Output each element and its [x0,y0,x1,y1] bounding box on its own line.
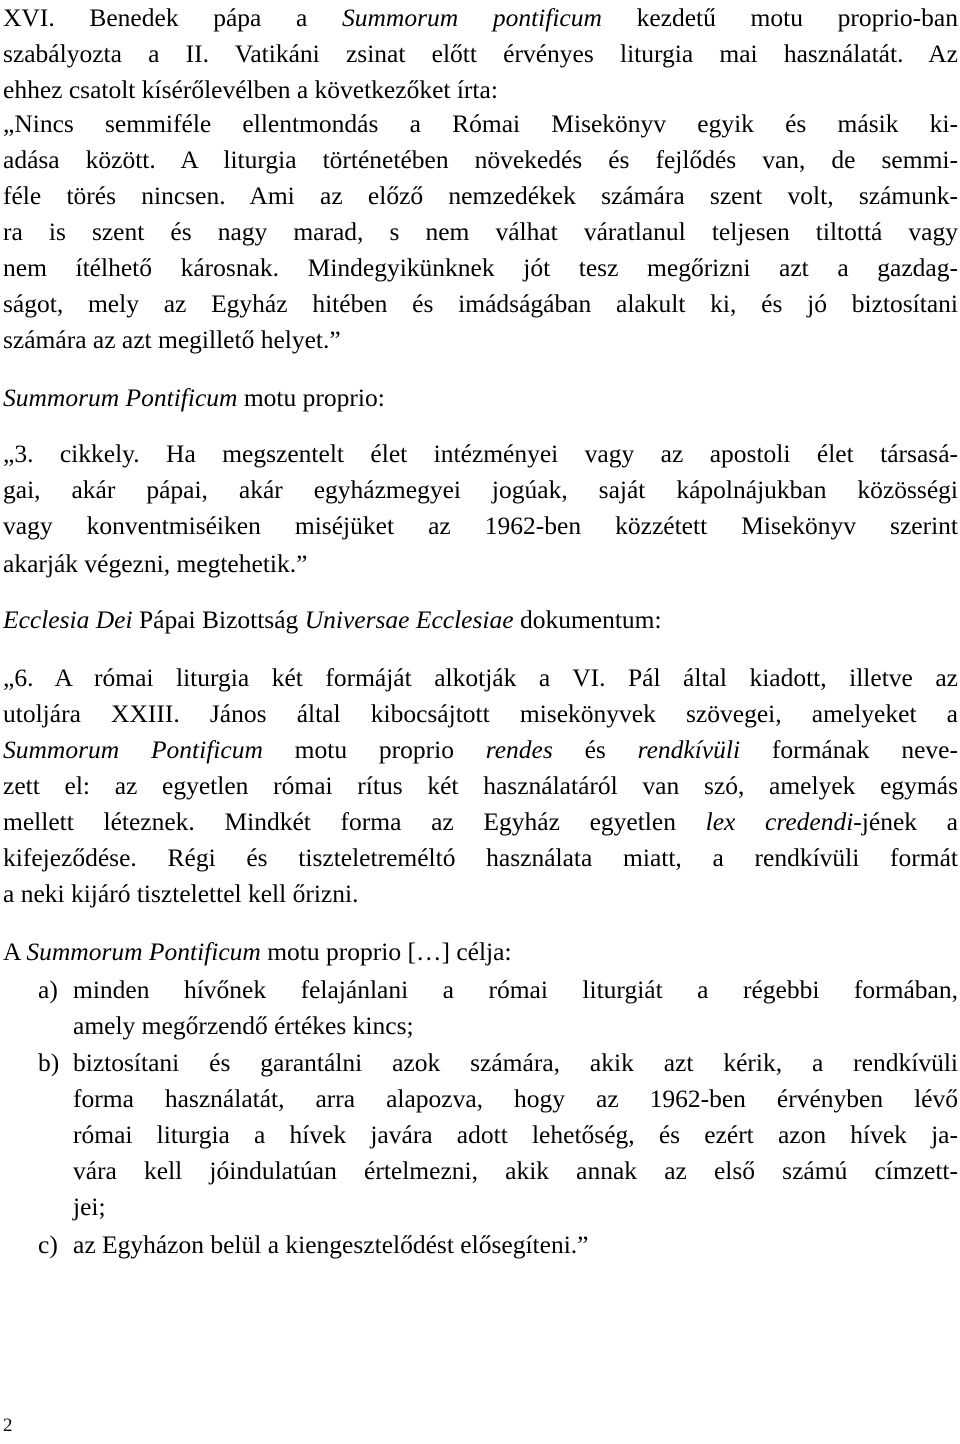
list-item-line: forma használatát, arra alapozva, hogy az 1962-ben érvényben lévő [73,1084,958,1113]
quote-line: nem ítélhető károsnak. Mindegyikünknek jót tesz megőrizni azt a gazdag- [3,253,958,282]
list-item-line: jei; [73,1192,106,1221]
quote-line: kifejeződése. Régi és tiszteletreméltó használata miatt, a rendkívüli formát [3,843,958,872]
list-item-line: római liturgia a hívek javára adott lehetőség, és ezért azon hívek ja- [73,1120,958,1149]
list-item-line: az Egyházon belül a kiengesztelődést elősegíteni.” [73,1230,589,1259]
quote-line: „6. A római liturgia két formáját alkotják a VI. Pál által kiadott, illetve az [3,663,958,692]
text-line: XVI. Benedek pápa a Summorum pontificum kezdetű motu proprio-ban [3,3,958,32]
quote-line: mellett léteznek. Mindkét forma az Egyház egyetlen lex credendi-jének a [3,807,959,836]
list-item-line: minden hívőnek felajánlani a római liturgiát a régebbi formában, [73,975,958,1004]
list-item-line: amely megőrzendő értékes kincs; [73,1011,414,1040]
quote-line: zett el: az egyetlen római rítus két használatáról van szó, amelyek egymás [3,771,958,800]
quote-line: Summorum Pontificum motu proprio rendes és rendkívüli formának neve- [3,735,958,764]
list-marker: c) [38,1230,58,1259]
text-line: ehhez csatolt kísérőlevélben a következőket írta: [3,75,498,104]
quote-line: „Nincs semmiféle ellentmondás a Római Misekönyv egyik és másik ki- [3,109,958,138]
quote-line: vagy konventmiséiken miséjüket az 1962-ben közzétett Misekönyv szerint [3,511,958,540]
quote-line: számára az azt megillető helyet.” [3,325,341,354]
quote-line: ságot, mely az Egyház hitében és imádságában alakult ki, és jó biztosítani [3,289,958,318]
text-line: szabályozta a II. Vatikáni zsinat előtt érvényes liturgia mai használatát. Az [3,39,958,68]
quote-line: féle törés nincsen. Ami az előző nemzedékek számára szent volt, számunk- [3,181,958,210]
quote-line: „3. cikkely. Ha megszentelt élet intézményei vagy az apostoli élet társasá- [3,439,958,468]
quote-line: gai, akár pápai, akár egyházmegyei jogúak, saját kápolnájukban közösségi [3,475,958,504]
quote-line: a neki kijáró tisztelettel kell őrizni. [3,879,359,908]
section-heading: Ecclesia Dei Pápai Bizottság Universae Ecclesiae dokumentum: [3,605,662,634]
page-number: 2 [3,1415,13,1436]
list-item-line: biztosítani és garantálni azok számára, akik azt kérik, a rendkívüli [73,1048,958,1077]
list-marker: b) [38,1048,60,1077]
list-marker: a) [38,975,58,1004]
quote-line: ra is szent és nagy marad, s nem válhat váratlanul teljesen tiltottá vagy [3,217,958,246]
quote-line: adása között. A liturgia történetében növekedés és fejlődés van, de semmi- [3,145,958,174]
section-heading: A Summorum Pontificum motu proprio […] célja: [3,937,512,966]
section-heading: Summorum Pontificum motu proprio: [3,383,385,412]
quote-line: akarják végezni, megtehetik.” [3,549,308,578]
list-item-line: vára kell jóindulatúan értelmezni, akik annak az első számú címzett- [73,1156,958,1185]
quote-line: utoljára XXIII. János által kibocsájtott misekönyvek szövegei, amelyeket a [3,699,958,728]
